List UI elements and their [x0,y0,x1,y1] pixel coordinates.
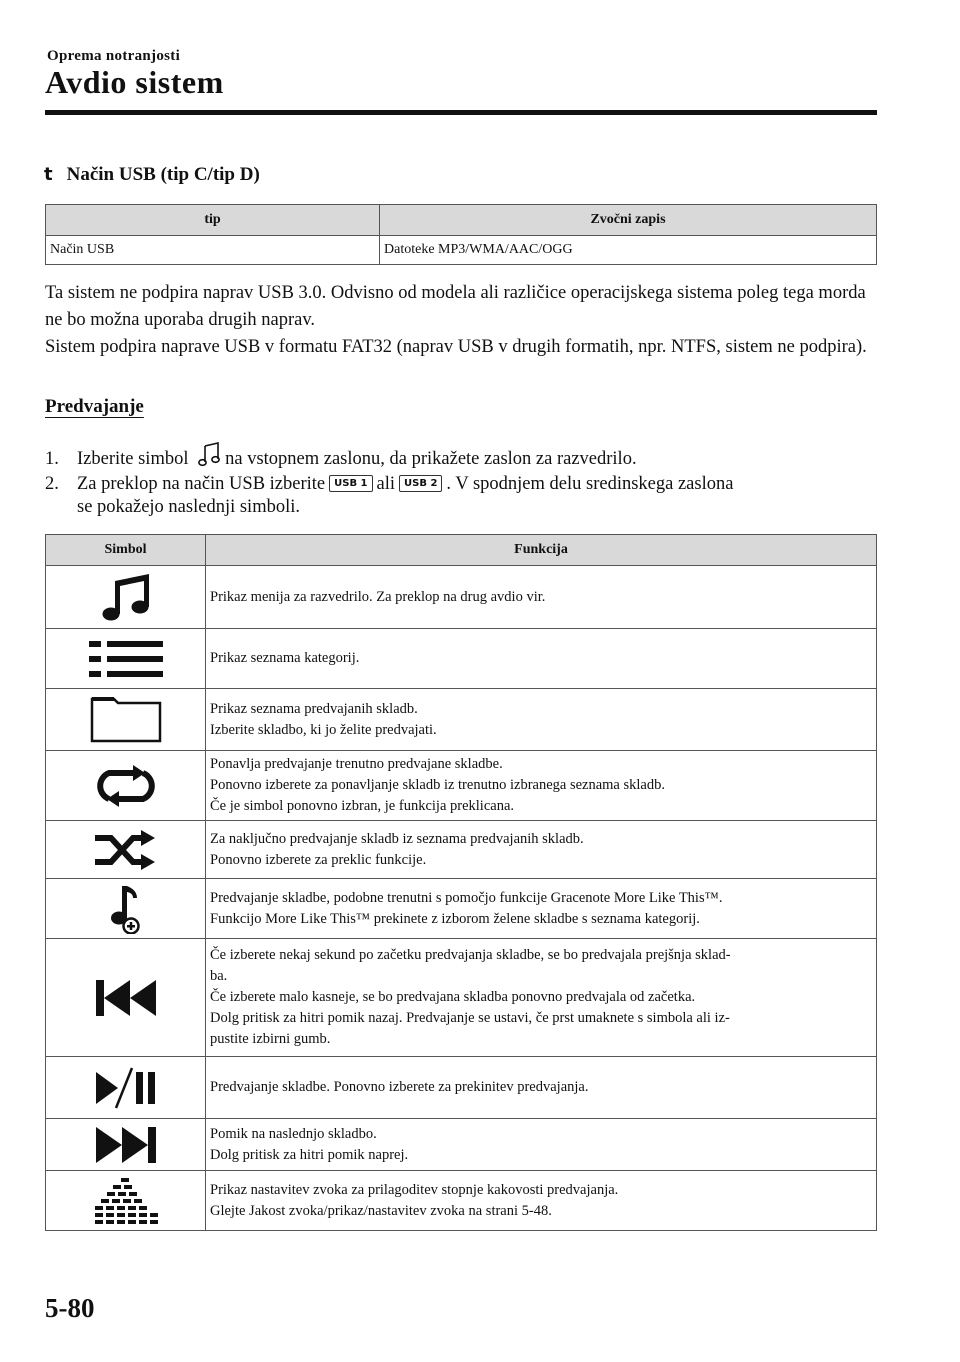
table-row: Prikaz seznama kategorij. [46,629,877,689]
step-1: 1. Izberite simbol na vstopnem zaslonu, da prikažete zaslon za razvedrilo. [45,442,885,473]
page-number: 5-80 [45,1293,95,1323]
folder-icon [86,695,166,745]
section-kicker: Oprema notranjosti [47,48,181,64]
table-row: Če izberete nekaj sekund po začetku predvajanja skladbe, se bo predvajala prejšnja sklad- ba. Če izberete malo kasneje, se bo predvajana skladba ponovno predvajala od začetka. Dolg pritisk za hitri pomik nazaj. Predvajanje se ustavi, če prst umaknete s simbola ali iz- pustite izbirni gumb. [46,939,877,1057]
more-like-this-icon [101,884,151,934]
title-rule [45,110,877,115]
music-note-icon [197,442,221,468]
format-table-cell: Način USB [46,236,380,265]
usb1-key: USB 1 [329,475,372,492]
playback-heading: Predvajanje [45,396,144,417]
skip-back-icon [86,976,166,1020]
table-row: Prikaz nastavitev zvoka za prilagoditev stopnje kakovosti predvajanja. Glejte Jakost zvoka/prikaz/nastavitev zvoka na strani 5-48. [46,1171,877,1231]
equalizer-icon [91,1176,161,1226]
symbol-table-header-symbol: Simbol [46,535,206,566]
format-table-cell: Datoteke MP3/WMA/AAC/OGG [380,236,877,265]
play-pause-icon [86,1064,166,1112]
usb2-key: USB 2 [399,475,442,492]
repeat-icon [91,763,161,809]
table-row [46,236,877,265]
table-row: Prikaz seznama predvajanih skladb. Izberite skladbo, ki jo želite predvajati. [46,689,877,751]
symbol-table [45,534,877,1231]
skip-forward-icon [86,1123,166,1167]
format-table-header-type: tip [46,205,380,236]
list-icon [81,639,171,679]
symbol-table-header-function: Funkcija [206,535,877,566]
step-2-continuation: se pokažejo naslednji simboli. [77,497,300,517]
page-title: Avdio sistem [45,64,224,100]
table-row: Pomik na naslednjo skladbo. Dolg pritisk za hitri pomik naprej. [46,1119,877,1171]
format-table-header-format: Zvočni zapis [380,205,877,236]
paragraph-fat32: Sistem podpira naprave USB v formatu FAT32 (naprav USB v drugih formatih, npr. NTFS, sistem ne podpira). [45,337,867,357]
paragraph-usb-support: Ta sistem ne podpira naprav USB 3.0. Odvisno od modela ali različice operacijskega sistema poleg tega morda ne bo možna uporaba drugih naprav. [45,283,866,330]
table-row: Prikaz menija za razvedrilo. Za preklop na drug avdio vir. [46,566,877,629]
subheading-text: Način USB (tip C/tip D) [66,164,260,185]
table-row: Za naključno predvajanje skladb iz seznama predvajanih skladb. Ponovno izberete za preklic funkcije. [46,821,877,879]
table-row: Ponavlja predvajanje trenutno predvajane skladbe. Ponovno izberete za ponavljanje skladb iz trenutno izbranega seznama skladb. Če je simbol ponovno izbran, je funkcija preklicana. [46,751,877,821]
shuffle-icon [91,828,161,872]
subheading-bullet: t [44,164,53,185]
step-2: 2. Za preklop na način USB izberite USB 1 ali USB 2 . V spodnjem delu sredinskega zaslona [45,474,734,494]
subheading [44,164,260,186]
music-note-icon [91,572,161,622]
format-table [45,204,877,265]
table-row: Predvajanje skladbe. Ponovno izberete za prekinitev predvajanja. [46,1057,877,1119]
table-row: Predvajanje skladbe, podobne trenutni s pomočjo funkcije Gracenote More Like This™. Funkcijo More Like This™ prekinete z izborom želene skladbe s seznama kategorij. [46,879,877,939]
